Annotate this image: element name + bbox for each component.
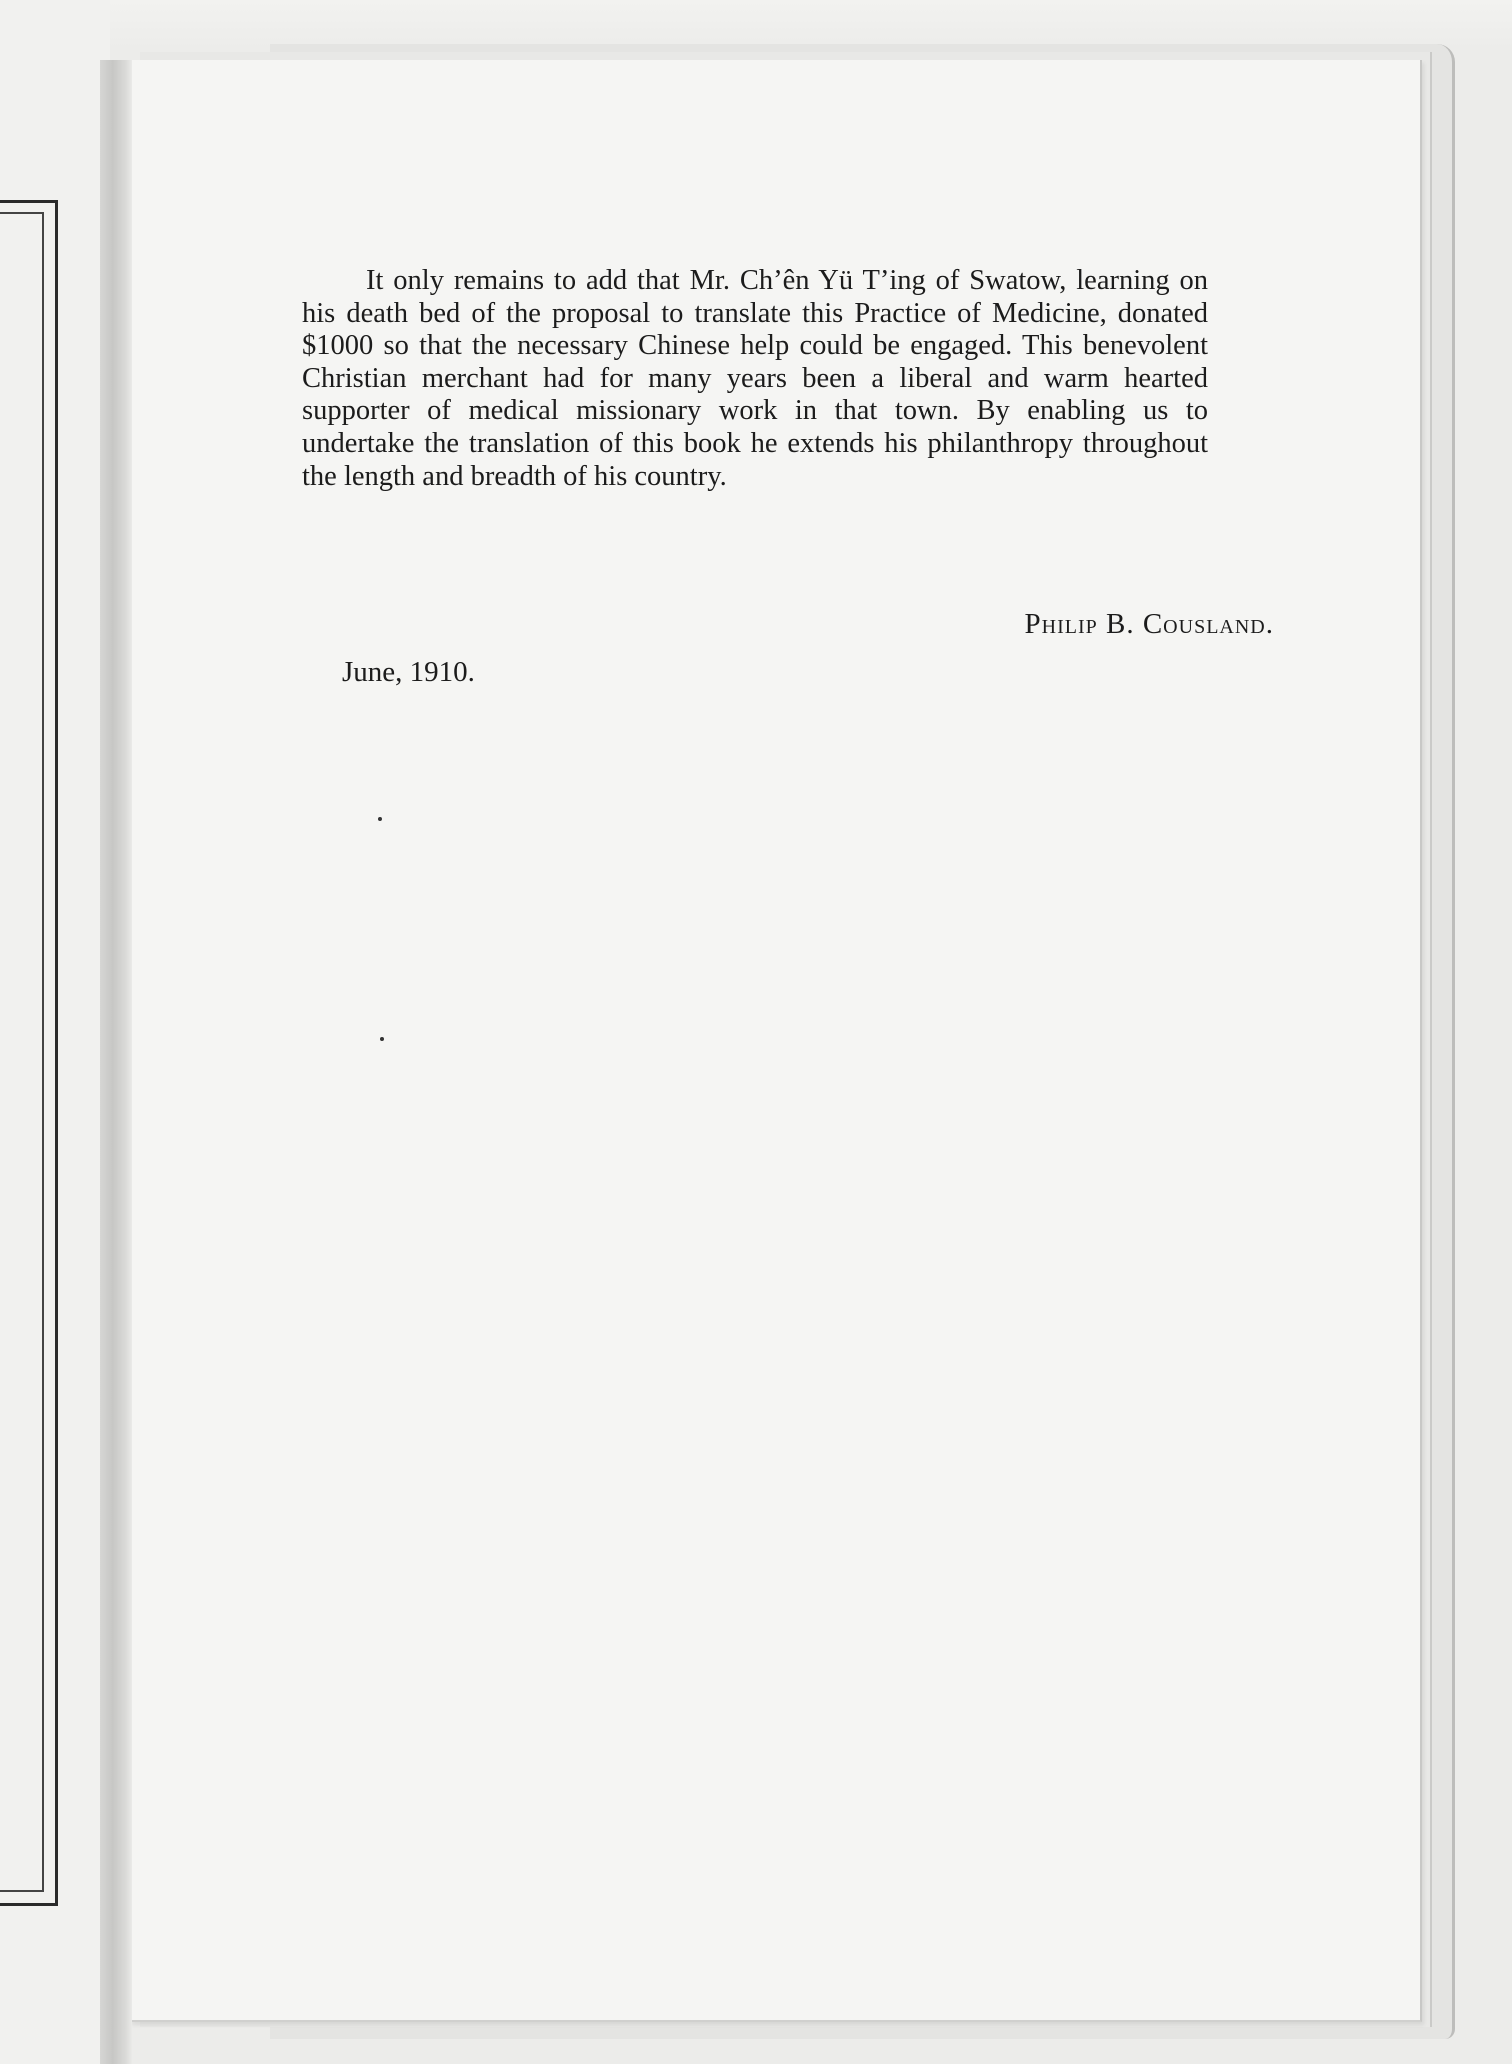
binding-gutter bbox=[100, 60, 132, 2064]
left-page-frame-inner bbox=[0, 212, 44, 1892]
left-facing-page bbox=[0, 0, 110, 2064]
scan-background bbox=[0, 0, 1512, 50]
date-line: June, 1910. bbox=[342, 656, 475, 688]
preface-paragraph: It only remains to add that Mr. Ch’ên Yü T’ing of Swatow, learning on his death bed of the proposal to translate this Practice of Medicine, donated $1000 so that the necessary Chinese help could be engaged. This benevolent Christian merchant had for many years been a liberal and warm hearted supporter of medical missionary work in that town. By enabling us to undertake the translation of this book he extends his philanthropy throughout the length and breadth of his country. bbox=[302, 265, 1208, 492]
ink-speck bbox=[378, 817, 382, 821]
ink-speck bbox=[380, 1037, 384, 1041]
preface-page bbox=[130, 60, 1422, 2022]
signature: Philip B. Cousland. bbox=[1024, 608, 1274, 640]
